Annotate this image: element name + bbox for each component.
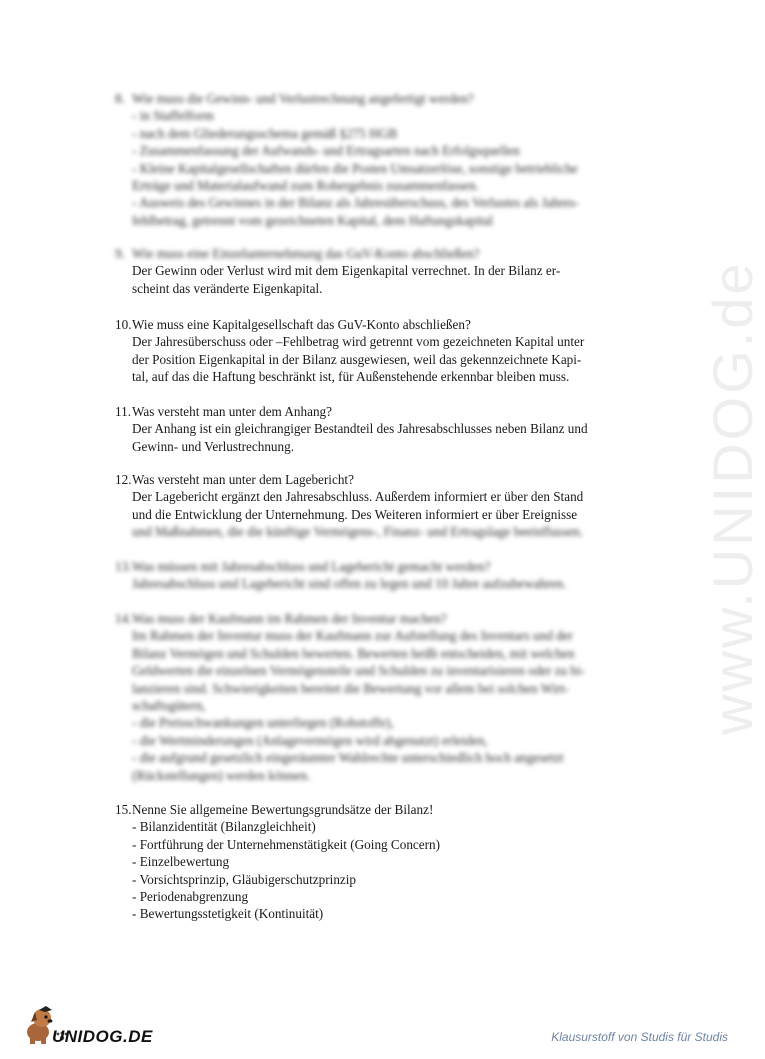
answer-line: - die aufgrund gesetzlich eingeräumter Wahlrechte unterschiedlich hoch angesetzt xyxy=(132,750,564,766)
answer-line: der Position Eigenkapital in der Bilanz ausgewiesen, weil das gekennzeichnete Kapi- xyxy=(132,351,582,367)
answer-line: (Rückstellungen) werden können. xyxy=(132,767,311,783)
answer-line: Der Gewinn oder Verlust wird mit dem Eigenkapital verrechnet. In der Bilanz er- xyxy=(132,263,561,279)
answer-line: Der Jahresüberschuss oder –Fehlbetrag wird getrennt vom gezeichneten Kapital unter xyxy=(132,334,585,350)
answer-line: - Zusammenfassung der Aufwands- und Ertragsarten nach Erfolgsquellen xyxy=(132,143,520,159)
question-8-blurred xyxy=(115,90,675,229)
answer-line: schaftsgütern, xyxy=(132,698,206,714)
question-number: 12. xyxy=(115,472,132,487)
answer-line: Der Anhang ist ein gleichrangiger Bestandteil des Jahresabschlusses neben Bilanz und xyxy=(132,421,588,437)
answer-line: Gewinn- und Verlustrechnung. xyxy=(132,438,295,454)
list-item: - Vorsichtsprinzip, Gläubigerschutzprinzip xyxy=(132,871,357,887)
answer-line: - nach dem Gliederungsschema gemäß §275 HGB xyxy=(132,125,398,141)
question-number: 11. xyxy=(115,404,131,419)
answer-line: lanzieren sind. Schwierigkeiten bereitet die Bewertung vor allem bei solchen Wirt- xyxy=(132,680,569,696)
question-number: 13. xyxy=(115,559,132,574)
question-12-blurred-line: und Maßnahmen, die die künftige Vermögens-, Finanz- und Ertragslage beeinflussen. xyxy=(132,524,583,539)
question-14-blurred xyxy=(115,610,675,784)
list-item: - Periodenabgrenzung xyxy=(132,889,249,905)
question-number: 9. xyxy=(115,246,125,261)
question-text: Was versteht man unter dem Lagebericht? xyxy=(132,472,354,487)
list-item: - Bilanzidentität (Bilanzgleichheit) xyxy=(132,819,316,835)
answer-line: tal, auf das die Haftung beschränkt ist, für Außenstehende erkennbar bleiben muss. xyxy=(132,369,570,385)
answer-line: - in Staffelform xyxy=(132,108,214,124)
question-12 xyxy=(115,471,675,523)
question-9 xyxy=(115,245,675,297)
question-number: 15. xyxy=(115,802,132,817)
footer-tagline: Klausurstoff von Studis für Studis xyxy=(551,1030,728,1044)
question-number: 8. xyxy=(115,91,125,106)
question-11 xyxy=(115,403,675,455)
question-text: Wie muss die Gewinn- und Verlustrechnung angefertigt werden? xyxy=(132,91,474,106)
question-text: Nenne Sie allgemeine Bewertungsgrundsätze der Bilanz! xyxy=(132,802,434,817)
question-text: Was müssen mit Jahresabschluss und Lagebericht gemacht werden? xyxy=(132,559,491,574)
answer-line: Im Rahmen der Inventur muss der Kaufmann zur Aufstellung des Inventars und der xyxy=(132,628,573,644)
question-text: Was muss der Kaufmann im Rahmen der Inventur machen? xyxy=(132,611,447,626)
answer-line: Bilanz Vermögen und Schulden bewerten. Bewerten heißt entscheiden, mit welchen xyxy=(132,645,575,661)
question-text: Was versteht man unter dem Anhang? xyxy=(132,404,332,419)
answer-line: - die Wertminderungen (Anlagevermögen wird abgenutzt) erleiden, xyxy=(132,732,488,748)
question-number: 10. xyxy=(115,317,132,332)
question-15 xyxy=(115,801,675,923)
answer-line: Der Lagebericht ergänzt den Jahresabschluss. Außerdem informiert er über den Stand xyxy=(132,489,584,505)
question-text: Wie muss eine Einzelunternehmung das GuV-Konto abschließen? xyxy=(132,246,480,261)
answer-line: fehlbetrag, getrennt vom gezeichneten Kapital, dem Haftungskapital xyxy=(132,212,494,228)
question-10 xyxy=(115,316,675,386)
logo-text: UNIDOG.DE xyxy=(52,1027,153,1046)
answer-line: - die Preisschwankungen unterliegen (Rohstoffe), xyxy=(132,715,394,731)
answer-line: - Kleine Kapitalgesellschaften dürfen die Posten Umsatzerlöse, sonstige betriebliche xyxy=(132,160,578,176)
answer-line: Geldwerten die einzelnen Vermögensteile und Schulden zu inventarisieren oder zu bi- xyxy=(132,663,586,679)
question-13-blurred xyxy=(115,558,675,593)
list-item: - Bewertungsstetigkeit (Kontinuität) xyxy=(132,906,324,922)
question-number: 14. xyxy=(115,611,132,626)
answer-line: und die Entwicklung der Unternehmung. Des Weiteren informiert er über Ereignisse xyxy=(132,506,578,522)
answer-line: - Ausweis des Gewinnes in der Bilanz als Jahresüberschuss, des Verlustes als Jahres- xyxy=(132,195,579,211)
answer-line: scheint das veränderte Eigenkapital. xyxy=(132,280,323,296)
list-item: - Einzelbewertung xyxy=(132,854,230,870)
watermark: www.UNIDOG.de xyxy=(701,260,764,735)
question-text: Wie muss eine Kapitalgesellschaft das GuV-Konto abschließen? xyxy=(132,317,471,332)
principles-list xyxy=(115,818,675,922)
answer-line: Jahresabschluss und Lagebericht sind offen zu legen und 10 Jahre aufzubewahren. xyxy=(132,576,567,592)
list-item: - Fortführung der Unternehmenstätigkeit (Going Concern) xyxy=(132,836,440,852)
answer-line: Erträge und Materialaufwand zum Rohergebnis zusammenfassen. xyxy=(132,178,479,194)
